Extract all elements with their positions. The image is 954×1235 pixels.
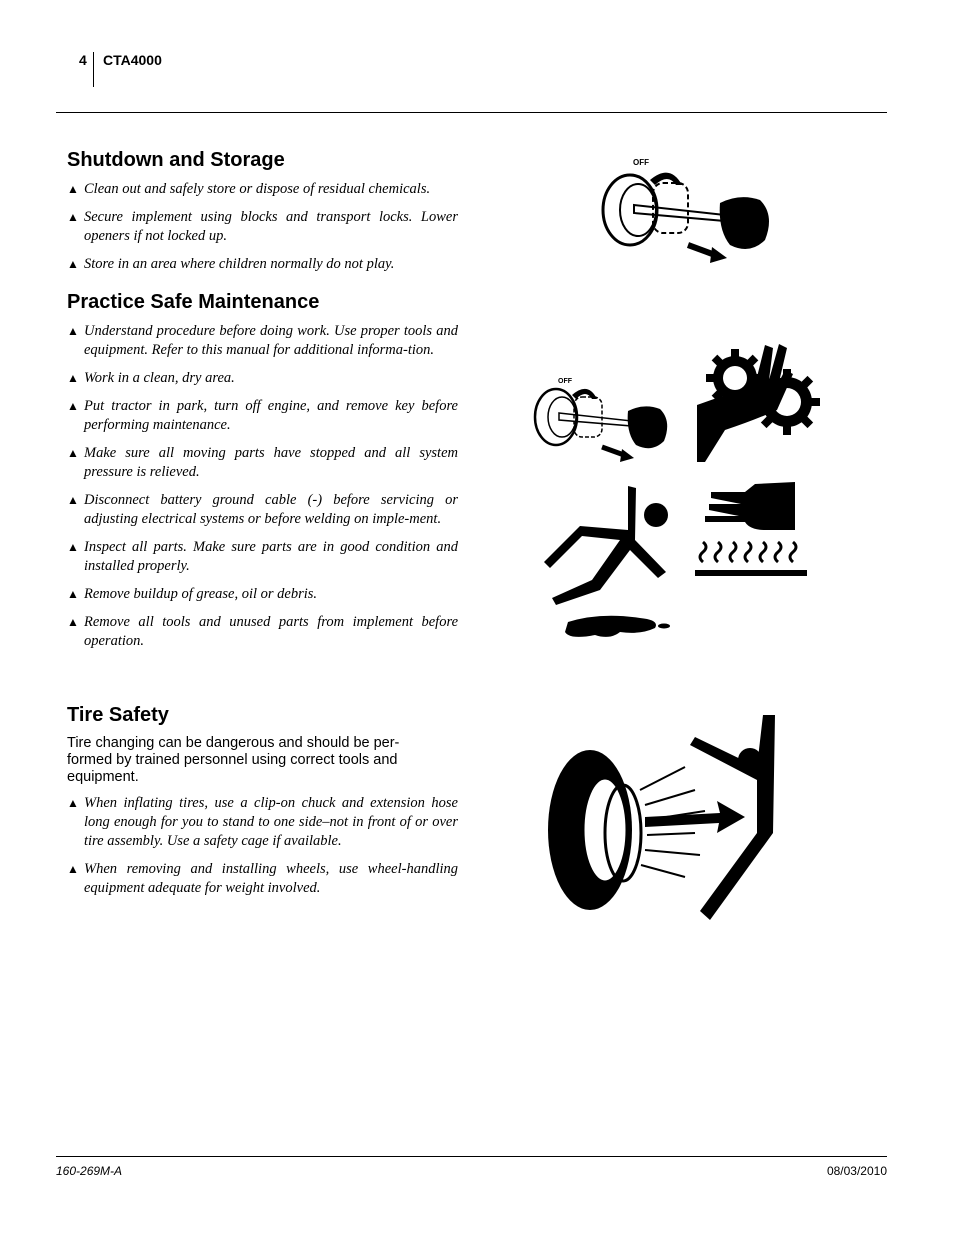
- triangle-bullet-icon: ▲: [67, 587, 79, 601]
- list-item: ▲ When inflating tires, use a clip-on chuck and extension hose long enough for you to stand to one side–not in front of or over tire assembly. Use a safety cage if available.: [67, 795, 458, 849]
- section-title: Shutdown and Storage: [67, 149, 285, 171]
- triangle-bullet-icon: ▲: [67, 615, 79, 629]
- list-item: ▲ When removing and installing wheels, use wheel-handling equipment adequate for weight involved.: [67, 861, 458, 896]
- hot-surface-icon: [695, 480, 810, 580]
- list-item: ▲ Disconnect battery ground cable (-) before servicing or adjusting electrical systems or before welding on imple-ment.: [67, 492, 458, 527]
- list-item: ▲ Secure implement using blocks and transport locks. Lower openers if not locked up.: [67, 209, 458, 244]
- section-safe-maintenance: [67, 290, 458, 660]
- section-intro: Tire changing can be dangerous and should be per-formed by trained personnel using correct tools and equipment.: [67, 735, 400, 785]
- document-title: CTA4000: [103, 52, 162, 68]
- key-off-label: OFF: [633, 158, 649, 167]
- bullet-list: [67, 322, 458, 651]
- publication-date: 08/03/2010: [826, 1164, 887, 1178]
- triangle-bullet-icon: ▲: [67, 257, 79, 271]
- triangle-bullet-icon: ▲: [67, 446, 79, 460]
- key-off-icon: [600, 155, 780, 265]
- list-item: ▲ Remove all tools and unused parts from implement before operation.: [67, 614, 458, 649]
- triangle-bullet-icon: ▲: [67, 796, 79, 810]
- gear-entanglement-icon: [695, 340, 820, 465]
- list-item: ▲ Make sure all moving parts have stopped and all system pressure is relieved.: [67, 445, 458, 480]
- list-item: ▲ Work in a clean, dry area.: [67, 370, 235, 386]
- section-tire-safety: [67, 703, 458, 907]
- section-title: Tire Safety: [67, 704, 169, 726]
- header-divider: [93, 52, 94, 87]
- list-item: ▲ Inspect all parts. Make sure parts are in good condition and installed properly.: [67, 539, 458, 574]
- list-item: ▲ Clean out and safely store or dispose of residual chemicals.: [67, 181, 431, 197]
- triangle-bullet-icon: ▲: [67, 182, 79, 196]
- bullet-list: [67, 180, 458, 274]
- triangle-bullet-icon: ▲: [67, 862, 79, 876]
- triangle-bullet-icon: ▲: [67, 371, 79, 385]
- section-shutdown-storage: [67, 148, 458, 283]
- section-title: Practice Safe Maintenance: [67, 291, 320, 313]
- triangle-bullet-icon: ▲: [67, 399, 79, 413]
- page-number: 4: [79, 52, 87, 68]
- triangle-bullet-icon: ▲: [67, 540, 79, 554]
- list-item: ▲ Put tractor in park, turn off engine, and remove key before performing maintenance.: [67, 398, 458, 433]
- part-number: 160-269M-A: [56, 1164, 123, 1178]
- list-item: ▲ Understand procedure before doing work. Use proper tools and equipment. Refer to this manual for additional informa-tion.: [67, 323, 458, 358]
- list-item: ▲ Store in an area where children normally do not play.: [67, 256, 395, 272]
- footer-rule: [56, 1156, 887, 1157]
- bullet-list: [67, 794, 458, 898]
- triangle-bullet-icon: ▲: [67, 324, 79, 338]
- slip-hazard-icon: [540, 480, 675, 645]
- triangle-bullet-icon: ▲: [67, 493, 79, 507]
- tire-explosion-icon: [545, 715, 780, 925]
- key-off-small-icon: [532, 375, 672, 463]
- key-off-small-label: OFF: [558, 378, 572, 385]
- header-rule: [56, 112, 887, 113]
- triangle-bullet-icon: ▲: [67, 210, 79, 224]
- list-item: ▲ Remove buildup of grease, oil or debris.: [67, 586, 318, 602]
